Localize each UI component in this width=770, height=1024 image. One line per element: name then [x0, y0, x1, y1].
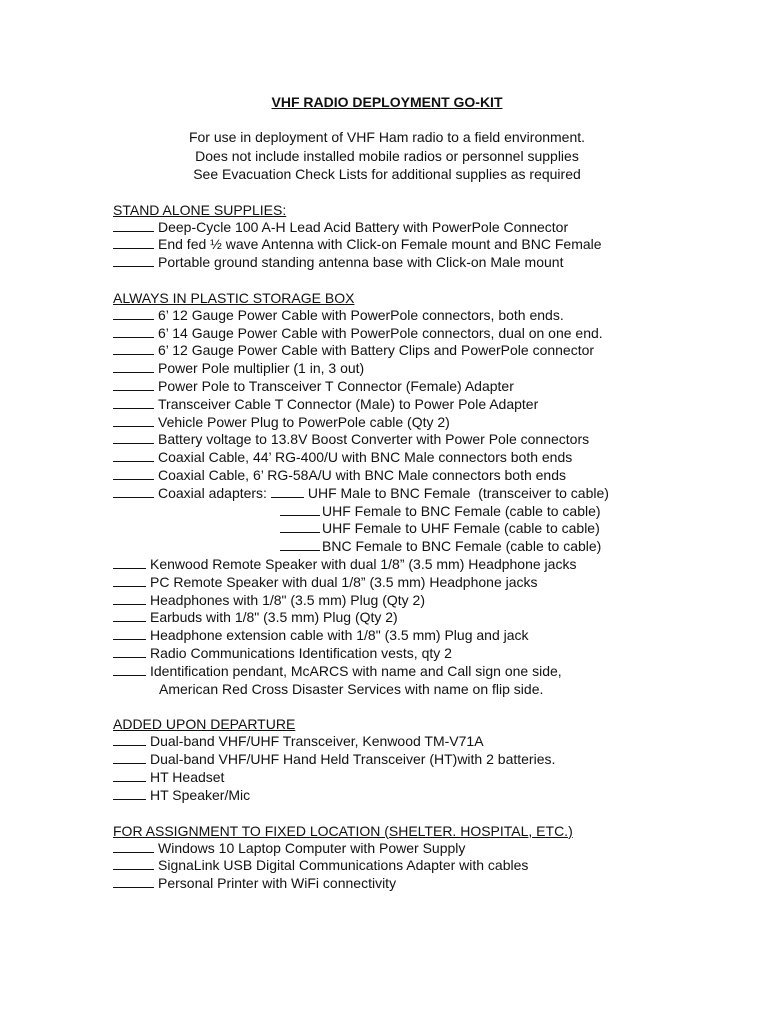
checkbox-blank [113, 645, 146, 658]
checkbox-blank [113, 414, 154, 427]
checkbox-blank [113, 556, 146, 569]
checklist-item: Personal Printer with WiFi connectivity [113, 875, 733, 893]
checkbox-blank [113, 360, 154, 373]
intro-text [113, 128, 661, 184]
checklist-item: Earbuds with 1/8" (3.5 mm) Plug (Qty 2) [113, 609, 733, 627]
checklist-item: Coaxial Cable, 44’ RG-400/U with BNC Male connectors both ends [113, 449, 733, 467]
section-heading: ALWAYS IN PLASTIC STORAGE BOX [113, 289, 355, 306]
checklist-item: Power Pole to Transceiver T Connector (Female) Adapter [113, 378, 733, 396]
checkbox-blank [113, 378, 154, 391]
checkbox-blank [113, 592, 146, 605]
checklist-item: Identification pendant, McARCS with name and Call sign one side, [113, 663, 733, 681]
intro-line: For use in deployment of VHF Ham radio to a field environment. [188, 129, 586, 145]
checkbox-blank [113, 787, 146, 800]
checklist-item: Radio Communications Identification vests, qty 2 [113, 645, 733, 663]
section-heading: ADDED UPON DEPARTURE [113, 716, 296, 733]
checkbox-blank [113, 467, 154, 480]
checklist-item: Battery voltage to 13.8V Boost Converter with Power Pole connectors [113, 431, 733, 449]
checklist-item: PC Remote Speaker with dual 1/8” (3.5 mm) Headphone jacks [113, 574, 733, 592]
section-storage-box [113, 289, 733, 699]
checkbox-blank [113, 396, 154, 409]
checkbox-blank [113, 449, 154, 462]
checklist-item: Coaxial Cable, 6’ RG-58A/U with BNC Male connectors both ends [113, 467, 733, 485]
checklist-item: 6’ 12 Gauge Power Cable with Battery Clips and PowerPole connector [113, 342, 733, 360]
checkbox-blank [113, 609, 146, 622]
checkbox-blank [113, 485, 154, 498]
checkbox-blank [113, 574, 146, 587]
checkbox-blank [113, 236, 154, 249]
checkbox-blank [113, 663, 146, 676]
checklist-item: Headphones with 1/8" (3.5 mm) Plug (Qty 2) [113, 592, 733, 610]
checkbox-blank [113, 254, 154, 267]
checkbox-blank [113, 307, 154, 320]
checkbox-blank [113, 857, 154, 870]
checklist-item: Dual-band VHF/UHF Hand Held Transceiver (HT)with 2 batteries. [113, 751, 733, 769]
checklist-item: Headphone extension cable with 1/8" (3.5 mm) Plug and jack [113, 627, 733, 645]
checkbox-blank [113, 219, 154, 232]
section-heading: FOR ASSIGNMENT TO FIXED LOCATION (SHELTER. HOSPITAL, ETC.) [113, 822, 573, 839]
intro-line: See Evacuation Check Lists for additional supplies as required [193, 166, 581, 182]
checklist-item: 6’ 14 Gauge Power Cable with PowerPole connectors, dual on one end. [113, 325, 733, 343]
checkbox-blank [113, 342, 154, 355]
checklist-item: Kenwood Remote Speaker with dual 1/8” (3.5 mm) Headphone jacks [113, 556, 733, 574]
checklist-item: HT Headset [113, 769, 733, 787]
checklist-item-adapters: Coaxial adapters: UHF Male to BNC Female (transceiver to cable) [113, 485, 733, 503]
checklist-item: Portable ground standing antenna base with Click-on Male mount [113, 254, 733, 272]
adapter-item: BNC Female to BNC Female (cable to cable) [113, 538, 733, 556]
checklist-item: End fed ½ wave Antenna with Click-on Female mount and BNC Female [113, 236, 733, 254]
checkbox-blank [113, 431, 154, 444]
checkbox-blank [113, 769, 146, 782]
checkbox-blank [113, 733, 146, 746]
checklist-item: Transceiver Cable T Connector (Male) to Power Pole Adapter [113, 396, 733, 414]
checkbox-blank [280, 520, 320, 533]
checklist-item: 6’ 12 Gauge Power Cable with PowerPole connectors, both ends. [113, 307, 733, 325]
intro-line: Does not include installed mobile radios or personnel supplies [195, 147, 579, 164]
checkbox-blank [280, 538, 320, 551]
checklist-item: Windows 10 Laptop Computer with Power Supply [113, 840, 733, 858]
section-heading: STAND ALONE SUPPLIES: [113, 201, 287, 218]
checkbox-blank [113, 840, 154, 853]
checkbox-blank [113, 751, 146, 764]
adapter-item: UHF Female to BNC Female (cable to cable) [113, 503, 733, 521]
section-departure [113, 715, 733, 804]
adapter-item: UHF Female to UHF Female (cable to cable) [113, 520, 733, 538]
document-page [113, 92, 733, 893]
page-title: VHF RADIO DEPLOYMENT GO-KIT [271, 94, 503, 110]
checklist-item-continuation: American Red Cross Disaster Services with name on flip side. [159, 680, 544, 697]
checklist-item: Vehicle Power Plug to PowerPole cable (Qty 2) [113, 414, 733, 432]
checklist-item: HT Speaker/Mic [113, 787, 733, 805]
checkbox-blank [271, 485, 304, 498]
section-fixed-location [113, 822, 733, 893]
section-stand-alone [113, 201, 733, 272]
checkbox-blank [113, 325, 154, 338]
checklist-item: SignaLink USB Digital Communications Adapter with cables [113, 857, 733, 875]
checkbox-blank [113, 875, 154, 888]
checklist-item: Power Pole multiplier (1 in, 3 out) [113, 360, 733, 378]
checkbox-blank [280, 503, 320, 516]
checkbox-blank [113, 627, 146, 640]
checklist-item: Dual-band VHF/UHF Transceiver, Kenwood TM-V71A [113, 733, 733, 751]
checklist-item: Deep-Cycle 100 A-H Lead Acid Battery with PowerPole Connector [113, 219, 733, 237]
